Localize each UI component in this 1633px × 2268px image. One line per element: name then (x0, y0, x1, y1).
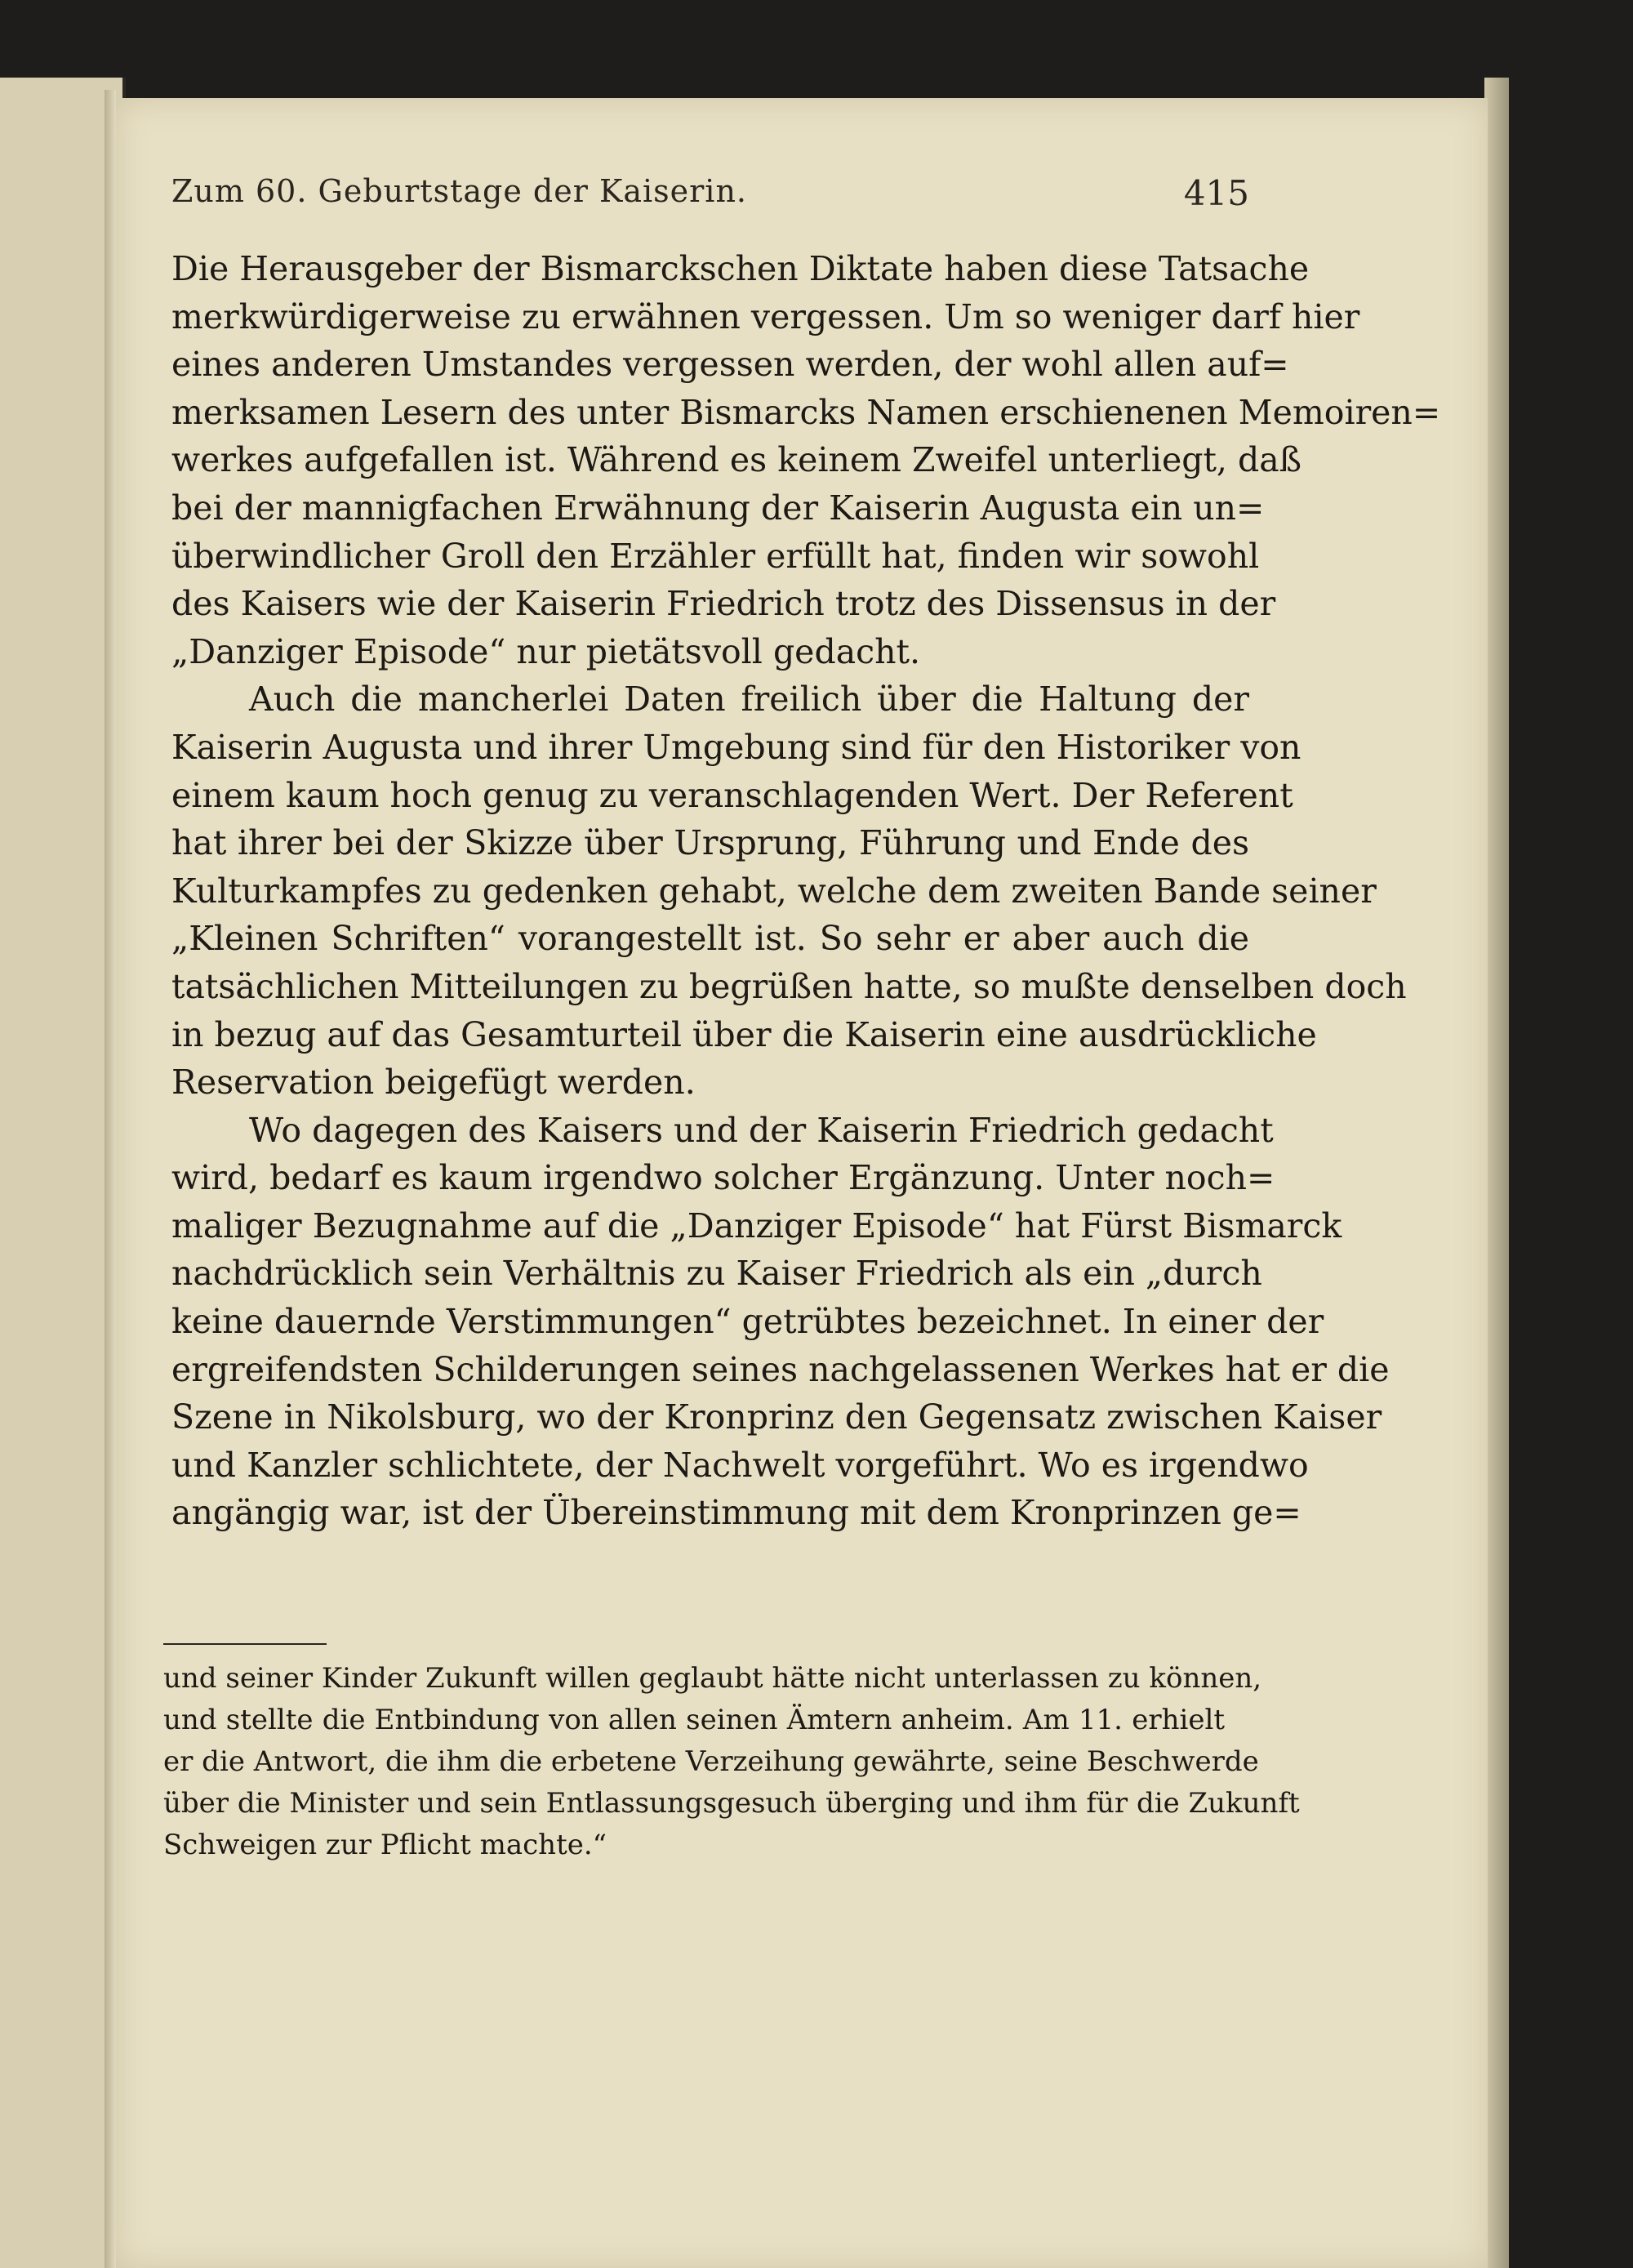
text-line: ergreifendsten Schilderungen seines nachgelassenen Werkes hat er die (171, 1349, 1390, 1389)
running-title: Zum 60. Geburtstage der Kaiserin. (171, 173, 748, 209)
text-line: Auch die mancherlei Daten freilich über die Haltung der (249, 680, 1249, 720)
footnote-line: Schweigen zur Pflicht machte.“ (163, 1829, 607, 1861)
footnote-line: und stellte die Entbindung von allen seinen Ämtern anheim. Am 11. erhielt (163, 1704, 1225, 1736)
footnote-line: über die Minister und sein Entlassungsgesuch überging und ihm für die Zukunft (163, 1787, 1300, 1820)
text-line: in bezug auf das Gesamturteil über die Kaiserin eine ausdrückliche (171, 1014, 1317, 1054)
text-line: hat ihrer bei der Skizze über Ursprung, Führung und Ende des (171, 823, 1249, 863)
text-line: nachdrücklich sein Verhältnis zu Kaiser Friedrich als ein „durch (171, 1254, 1262, 1294)
page-edge-right (1484, 78, 1509, 2268)
text-line: bei der mannigfachen Erwähnung der Kaiserin Augusta ein un= (171, 488, 1265, 528)
main-text (171, 245, 1441, 1537)
text-line: des Kaisers wie der Kaiserin Friedrich trotz des Dissensus in der (171, 584, 1276, 624)
text-line: keine dauernde Verstimmungen“ getrübtes bezeichnet. In einer der (171, 1302, 1324, 1342)
text-line: „Danziger Episode“ nur pietätsvoll gedacht. (171, 631, 921, 671)
text-line: werkes aufgefallen ist. Während es keinem Zweifel unterliegt, daß (171, 440, 1302, 480)
footnote-line: und seiner Kinder Zukunft willen geglaubt hätte nicht unterlassen zu können, (163, 1662, 1262, 1695)
text-line: tatsächlichen Mitteilungen zu begrüßen hatte, so mußte denselben doch (171, 966, 1407, 1006)
text-line: „Kleinen Schriften“ vorangestellt ist. So sehr er aber auch die (171, 919, 1249, 959)
text-line: einem kaum hoch genug zu veranschlagenden Wert. Der Referent (171, 775, 1293, 815)
footnote-line: er die Antwort, die ihm die erbetene Verzeihung gewährte, seine Beschwerde (163, 1745, 1259, 1778)
text-line: Wo dagegen des Kaisers und der Kaiserin Friedrich gedacht (249, 1110, 1274, 1150)
text-line: Reservation beigefügt werden. (171, 1063, 696, 1103)
text-line: Die Herausgeber der Bismarckschen Diktate haben diese Tatsache (171, 249, 1310, 288)
text-line: angängig war, ist der Übereinstimmung mit dem Kronprinzen ge= (171, 1493, 1302, 1533)
text-line: und Kanzler schlichtete, der Nachwelt vorgeführt. Wo es irgendwo (171, 1445, 1309, 1485)
text-line: maliger Bezugnahme auf die „Danziger Episode“ hat Fürst Bismarck (171, 1205, 1342, 1245)
text-line: merksamen Lesern des unter Bismarcks Namen erschienenen Memoiren= (171, 392, 1441, 432)
text-line: Szene in Nikolsburg, wo der Kronprinz den Gegensatz zwischen Kaiser (171, 1397, 1382, 1437)
text-line: merkwürdigerweise zu erwähnen vergessen. Um so weniger darf hier (171, 296, 1360, 336)
text-line: Kaiserin Augusta und ihrer Umgebung sind für den Historiker von (171, 727, 1302, 767)
text-line: wird, bedarf es kaum irgendwo solcher Ergänzung. Unter noch= (171, 1158, 1275, 1198)
page-number: 415 (1183, 173, 1249, 213)
footnote-divider (163, 1643, 327, 1645)
page-header (171, 173, 1249, 222)
footnote-block (163, 1658, 1300, 1866)
text-line: eines anderen Umstandes vergessen werden, der wohl allen auf= (171, 345, 1289, 385)
book-gutter (105, 90, 116, 2268)
text-line: überwindlicher Groll den Erzähler erfüllt hat, finden wir sowohl (171, 536, 1260, 576)
text-line: Kulturkampfes zu gedenken gehabt, welche dem zweiten Bande seiner (171, 871, 1377, 911)
